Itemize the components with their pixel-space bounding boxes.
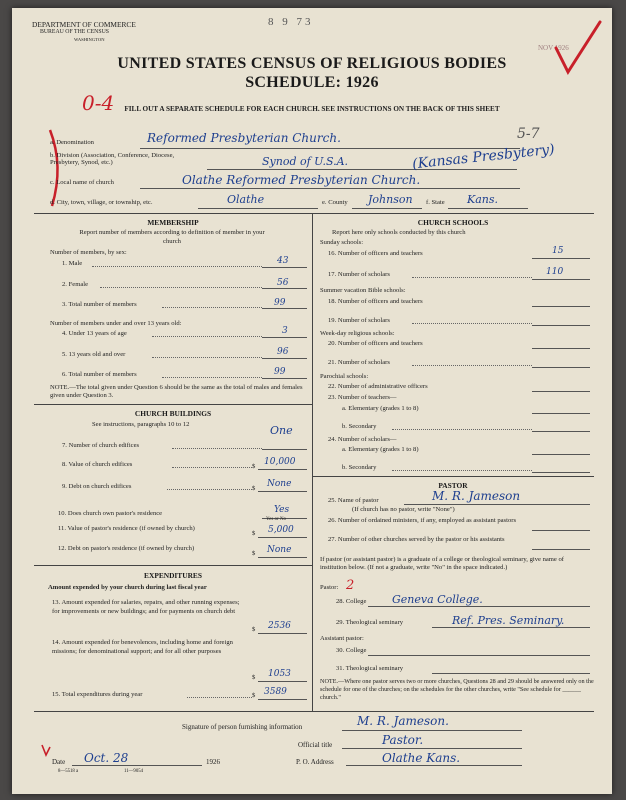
- form-number: 8—5518 a: [58, 769, 79, 774]
- q18-label: 18. Number of officers and teachers: [328, 298, 423, 305]
- buildings-intro: See instructions, paragraphs 10 to 12: [92, 421, 190, 428]
- q24a-label: a. Elementary (grades 1 to 8): [342, 446, 419, 453]
- parochial-schools-label: Parochial schools:: [320, 373, 369, 380]
- census-form: [12, 8, 612, 794]
- q5-label: 5. 13 years old and over: [62, 351, 126, 358]
- department-name: DEPARTMENT OF COMMERCE: [32, 20, 136, 29]
- q16-label: 16. Number of officers and teachers: [328, 250, 423, 257]
- assistant-subhead: Assistant pastor:: [320, 635, 364, 642]
- q10-value[interactable]: Yes: [274, 505, 290, 515]
- q24-label: 24. Number of scholars—: [328, 436, 397, 443]
- date-value[interactable]: Oct. 28: [84, 751, 129, 765]
- q11-dollar: $: [252, 530, 256, 537]
- red-tick-mark-icon: [40, 743, 52, 757]
- q14-label: 14. Amount expended for benevolences, including home and foreign missions; for denominational support; and for all other purposes: [52, 639, 233, 655]
- q10-label: 10. Does church own pastor's residence: [58, 510, 163, 517]
- summer-schools-label: Summer vacation Bible schools:: [320, 287, 406, 294]
- bureau-city: WASHINGTON: [74, 37, 105, 42]
- right-margin-mark: 5-7: [517, 126, 540, 142]
- membership-title: MEMBERSHIP: [147, 218, 199, 227]
- q3-value[interactable]: 99: [274, 298, 286, 308]
- po-address-value[interactable]: Olathe Kans.: [382, 751, 461, 765]
- date-label: Date: [52, 758, 66, 766]
- q11-label: 11. Value of pastor's residence (if owned by church): [58, 525, 195, 532]
- local-name-value[interactable]: Olathe Reformed Presbyterian Church.: [182, 173, 421, 187]
- yes-no-hint: Yes or No: [266, 517, 287, 522]
- pastor-subhead: Pastor:: [320, 584, 339, 591]
- q5-value[interactable]: 96: [277, 347, 289, 357]
- q6-label: 6. Total number of members: [62, 371, 137, 378]
- under-over-label: Number of members under and over 13 years old:: [50, 320, 182, 327]
- buildings-title: CHURCH BUILDINGS: [134, 409, 212, 418]
- q15-label: 15. Total expenditures during year: [52, 691, 143, 698]
- q17-label: 17. Number of scholars: [328, 271, 390, 278]
- denomination-label: a. Denomination: [50, 139, 94, 146]
- weekday-schools-label: Week-day religious schools:: [320, 330, 395, 337]
- date-year: 1926: [206, 758, 220, 766]
- city-label: d. City, town, village, or township, etc.: [50, 199, 153, 206]
- city-value[interactable]: Olathe: [227, 193, 265, 206]
- q19-label: 19. Number of scholars: [328, 317, 390, 324]
- signature-label: Signature of person furnishing information: [182, 723, 303, 731]
- division-extra-value[interactable]: (Kansas Presbytery): [411, 141, 556, 173]
- q24b-label: b. Secondary: [342, 464, 377, 471]
- q25-note: (If church has no pastor, write "None"): [352, 506, 455, 513]
- q23a-label: a. Elementary (grades 1 to 8): [342, 405, 419, 412]
- q4-label: 4. Under 13 years of age: [62, 330, 127, 337]
- members-by-sex-label: Number of members, by sex:: [50, 249, 127, 256]
- q15-value[interactable]: 3589: [264, 687, 287, 697]
- q16-value[interactable]: 15: [552, 246, 564, 256]
- q21-label: 21. Number of scholars: [328, 359, 390, 366]
- division-label: b. Division (Association, Conference, Diocese, Presbytery, Synod, etc.): [50, 152, 175, 166]
- print-number: 11—9054: [124, 769, 144, 774]
- q25-label: 25. Name of pastor: [328, 497, 379, 504]
- red-code-mark: 0-4: [82, 91, 115, 115]
- q15-dollar: $: [252, 692, 256, 699]
- pastor-note: NOTE.—Where one pastor serves two or more churches, Questions 28 and 29 should be answered only on the schedule for one of the churches; on the schedules for the other churches, write "See schedule for ______ church.": [320, 678, 594, 701]
- q23b-label: b. Secondary: [342, 423, 377, 430]
- state-value[interactable]: Kans.: [467, 193, 499, 206]
- pastor-title: PASTOR: [438, 481, 468, 490]
- q2-label: 2. Female: [62, 281, 89, 288]
- form-instructions: FILL OUT A SEPARATE SCHEDULE FOR EACH CHURCH. SEE INSTRUCTIONS ON THE BACK OF THIS SHEET: [124, 105, 500, 113]
- schedule-title: SCHEDULE: 1926: [245, 74, 379, 91]
- local-name-label: c. Local name of church: [50, 179, 114, 186]
- membership-intro: Report number of members according to definition of member in your church: [79, 229, 265, 245]
- expenditures-title: EXPENDITURES: [144, 571, 202, 580]
- q25-value[interactable]: M. R. Jameson: [432, 489, 521, 503]
- receipt-stamp-number: 8 9 73: [268, 16, 314, 28]
- q3-label: 3. Total number of members: [62, 301, 137, 308]
- q29-label: 29. Theological seminary: [336, 619, 404, 626]
- q1-label: 1. Male: [62, 260, 83, 267]
- q9-label: 9. Debt on church edifices: [62, 483, 132, 490]
- sunday-schools-label: Sunday schools:: [320, 239, 364, 246]
- q2-value[interactable]: 56: [277, 278, 289, 288]
- q7-value[interactable]: One: [270, 424, 293, 437]
- schools-title: CHURCH SCHOOLS: [417, 218, 489, 227]
- q20-label: 20. Number of officers and teachers: [328, 340, 423, 347]
- q29-value[interactable]: Ref. Pres. Seminary.: [452, 614, 565, 627]
- county-value[interactable]: Johnson: [368, 193, 413, 206]
- denomination-value[interactable]: Reformed Presbyterian Church.: [147, 131, 341, 145]
- division-value[interactable]: Synod of U.S.A.: [262, 155, 349, 168]
- q14-dollar: $: [252, 674, 256, 681]
- q13-label: 13. Amount expended for salaries, repairs, and other running expenses; for improvements or new buildings; and for payments on church debt: [52, 599, 240, 615]
- q14-value[interactable]: 1053: [268, 669, 291, 679]
- expenditures-intro: Amount expended by your church during last fiscal year: [48, 584, 207, 591]
- form-title: UNITED STATES CENSUS OF RELIGIOUS BODIES: [117, 55, 507, 72]
- q27-label: 27. Number of other churches served by the pastor or his assistants: [328, 536, 505, 543]
- q8-dollar: $: [252, 463, 256, 470]
- official-title-label: Official title: [298, 741, 333, 749]
- q8-value[interactable]: 10,000: [264, 457, 296, 467]
- q9-dollar: $: [252, 485, 256, 492]
- q13-dollar: $: [252, 626, 256, 633]
- q1-value[interactable]: 43: [277, 256, 289, 266]
- q17-value[interactable]: 110: [546, 267, 564, 277]
- membership-note: NOTE.—The total given under Question 6 should be the same as the total of males and females given under Question 3.: [50, 384, 303, 399]
- q8-label: 8. Value of church edifices: [62, 461, 133, 468]
- state-label: f. State: [426, 199, 445, 206]
- q7-label: 7. Number of church edifices: [62, 442, 140, 449]
- q26-label: 26. Number of ordained ministers, if any, employed as assistant pastors: [328, 517, 517, 524]
- q31-label: 31. Theological seminary: [336, 665, 404, 672]
- pastor-red-mark: 2: [346, 578, 355, 593]
- q11-value[interactable]: 5,000: [268, 525, 294, 535]
- q12-dollar: $: [252, 550, 256, 557]
- official-title-value[interactable]: Pastor.: [382, 733, 424, 747]
- q28-value[interactable]: Geneva College.: [392, 593, 483, 606]
- q23-label: 23. Number of teachers—: [328, 394, 397, 401]
- bureau-name: BUREAU OF THE CENSUS: [40, 29, 109, 35]
- q13-value[interactable]: 2536: [268, 621, 291, 631]
- q28-label: 28. College: [336, 598, 367, 605]
- q12-label: 12. Debt on pastor's residence (if owned by church): [58, 545, 195, 552]
- q4-value[interactable]: 3: [282, 326, 288, 336]
- q30-label: 30. College: [336, 647, 367, 654]
- q22-label: 22. Number of administrative officers: [328, 383, 428, 390]
- signature-value[interactable]: M. R. Jameson.: [357, 714, 449, 728]
- receipt-stamp-date: NOV 1926: [538, 44, 569, 52]
- county-label: e. County: [322, 199, 348, 206]
- schools-intro: Report here only schools conducted by this church: [332, 229, 466, 236]
- graduate-note: If pastor (or assistant pastor) is a graduate of a college or theological seminary, give name of institution below. (If not a graduate, write "No" in the space indicated.): [320, 556, 565, 571]
- q6-value[interactable]: 99: [274, 367, 286, 377]
- q9-value[interactable]: None: [267, 479, 292, 489]
- q12-value[interactable]: None: [267, 545, 292, 555]
- po-address-label: P. O. Address: [296, 758, 334, 766]
